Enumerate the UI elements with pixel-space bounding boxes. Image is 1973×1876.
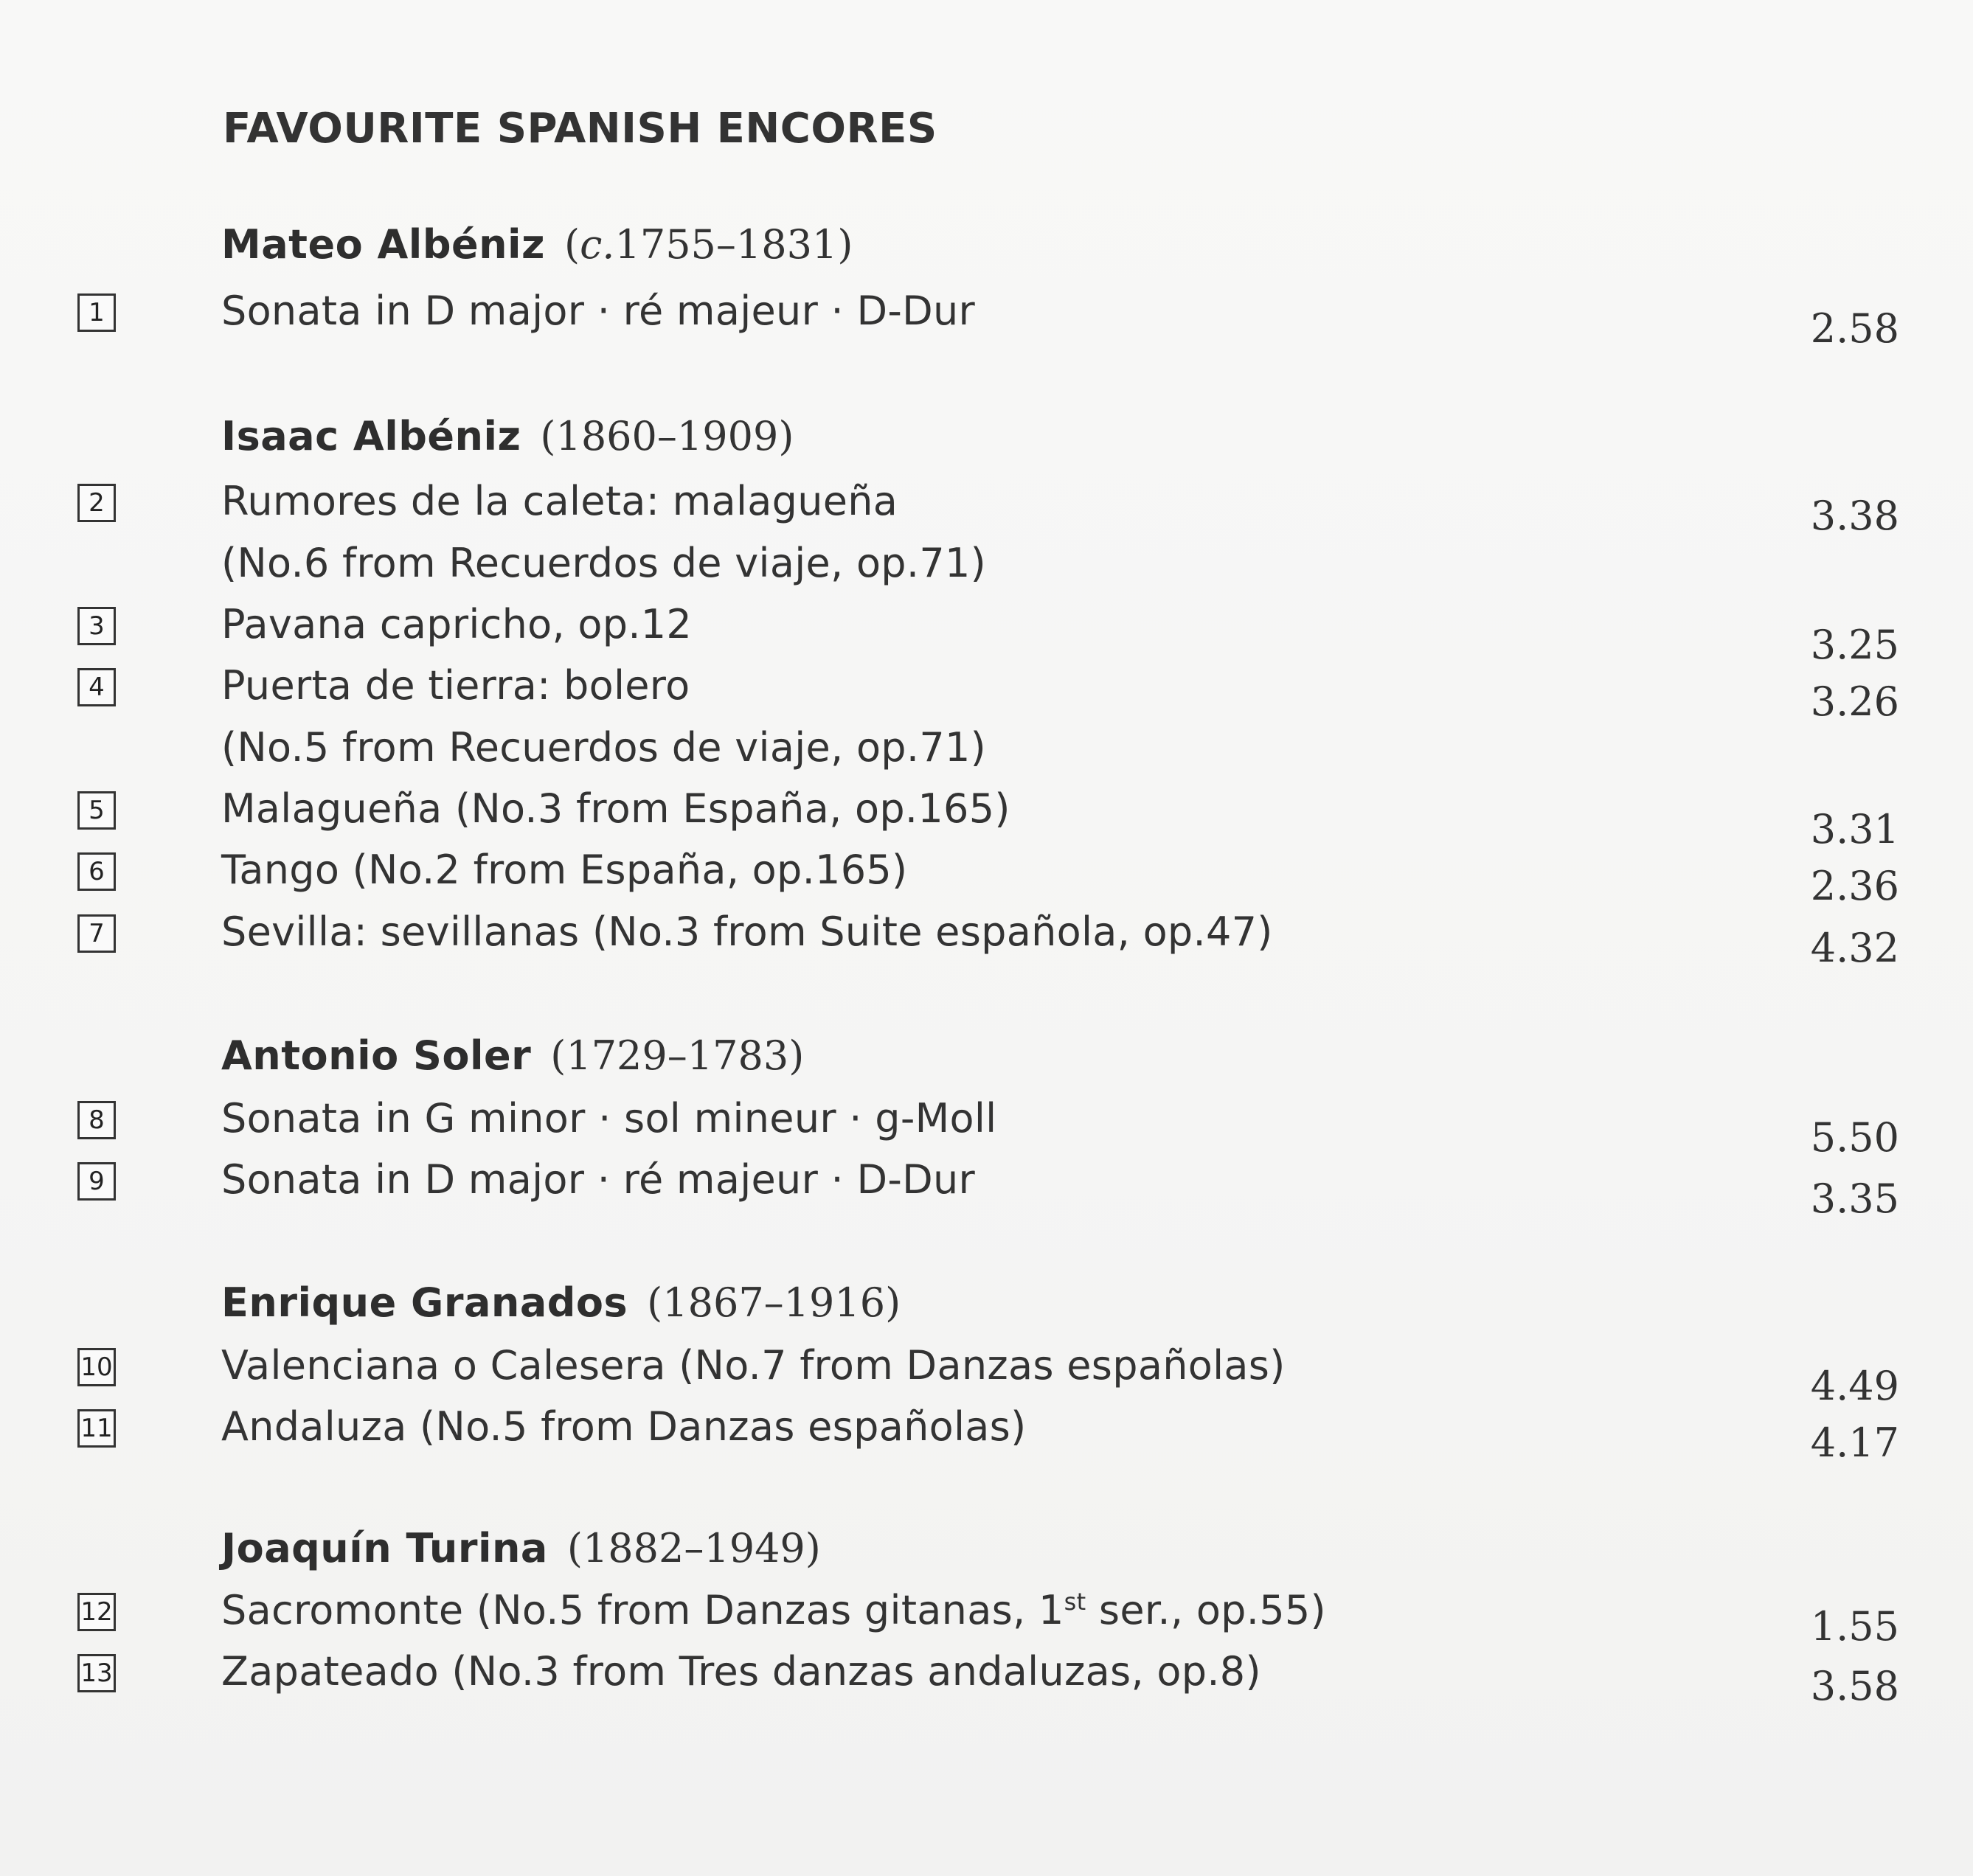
track-title-continuation: (No.6 from Recuerdos de viaje, op.71) bbox=[221, 540, 987, 586]
track-title: Zapateado (No.3 from Tres danzas andaluzas, op.8) bbox=[221, 1648, 1261, 1695]
composer-dates: (1729–1783) bbox=[550, 1032, 805, 1079]
track-row bbox=[0, 909, 1973, 971]
track-number: 9 bbox=[77, 1162, 116, 1201]
track-title: Pavana capricho, op.12 bbox=[221, 601, 693, 647]
track-duration: 3.38 bbox=[1810, 493, 1899, 539]
composer-heading bbox=[221, 1279, 901, 1326]
composer-heading bbox=[221, 413, 794, 459]
track-number: 12 bbox=[77, 1593, 116, 1631]
composer-name: Isaac Albéniz bbox=[221, 413, 521, 459]
track-duration: 1.55 bbox=[1810, 1603, 1899, 1650]
track-number: 2 bbox=[77, 484, 116, 522]
track-number: 10 bbox=[77, 1348, 116, 1386]
track-number: 3 bbox=[77, 607, 116, 645]
track-row bbox=[0, 601, 1973, 668]
track-title: Sevilla: sevillanas (No.3 from Suite española, op.47) bbox=[221, 909, 1273, 955]
page-title: FAVOURITE SPANISH ENCORES bbox=[223, 105, 937, 153]
track-number: 13 bbox=[77, 1654, 116, 1692]
composer-name: Enrique Granados bbox=[221, 1279, 628, 1326]
track-title: Puerta de tierra: bolero bbox=[221, 662, 690, 709]
composer-dates: (1860–1909) bbox=[540, 413, 794, 459]
track-title: Sonata in D major · ré majeur · D-Dur bbox=[221, 1156, 976, 1203]
track-row bbox=[0, 785, 1973, 852]
track-row bbox=[0, 1403, 1973, 1466]
composer-dates: (1882–1949) bbox=[566, 1525, 821, 1571]
track-duration: 2.58 bbox=[1810, 305, 1899, 352]
track-row bbox=[0, 1587, 1973, 1650]
composer-heading bbox=[221, 1032, 804, 1079]
track-row bbox=[0, 478, 1973, 537]
track-duration: 5.50 bbox=[1810, 1114, 1899, 1161]
track-title: Malagueña (No.3 from España, op.165) bbox=[221, 785, 1010, 832]
track-row bbox=[0, 1342, 1973, 1409]
track-duration: 4.32 bbox=[1810, 925, 1899, 971]
composer-dates: (c.1755–1831) bbox=[564, 221, 853, 268]
track-number: 8 bbox=[77, 1101, 116, 1139]
track-duration: 3.35 bbox=[1810, 1175, 1899, 1222]
track-duration: 3.58 bbox=[1810, 1663, 1899, 1709]
composer-name: Joaquín Turina bbox=[221, 1525, 548, 1571]
composer-name: Mateo Albéniz bbox=[221, 221, 545, 268]
track-duration: 3.26 bbox=[1810, 678, 1899, 725]
track-row bbox=[0, 1156, 1973, 1222]
track-row bbox=[0, 1648, 1973, 1707]
track-title: Sonata in G minor · sol mineur · g-Moll bbox=[221, 1095, 997, 1142]
track-title-continuation: (No.5 from Recuerdos de viaje, op.71) bbox=[221, 724, 987, 771]
track-number: 11 bbox=[77, 1409, 116, 1448]
track-duration: 4.49 bbox=[1810, 1363, 1899, 1409]
track-duration: 3.25 bbox=[1810, 622, 1899, 668]
track-title: Andaluza (No.5 from Danzas españolas) bbox=[221, 1403, 1027, 1450]
track-number: 6 bbox=[77, 852, 116, 891]
track-title: Valenciana o Calesera (No.7 from Danzas españolas) bbox=[221, 1342, 1286, 1389]
track-number: 1 bbox=[77, 293, 116, 332]
track-number: 7 bbox=[77, 914, 116, 953]
track-duration: 4.17 bbox=[1810, 1420, 1899, 1466]
track-row bbox=[0, 1095, 1973, 1161]
composer-heading bbox=[221, 221, 853, 268]
track-row bbox=[0, 288, 1973, 352]
track-number: 4 bbox=[77, 668, 116, 706]
composer-name: Antonio Soler bbox=[221, 1032, 532, 1079]
composer-heading bbox=[221, 1525, 821, 1571]
composer-dates: (1867–1916) bbox=[647, 1279, 901, 1326]
track-title: Rumores de la caleta: malagueña bbox=[221, 478, 898, 524]
track-title: Sacromonte (No.5 from Danzas gitanas, 1st ser., op.55) bbox=[221, 1587, 1326, 1633]
track-number: 5 bbox=[77, 791, 116, 830]
track-row bbox=[0, 847, 1973, 909]
track-title: Tango (No.2 from España, op.165) bbox=[221, 847, 908, 893]
track-duration: 3.31 bbox=[1810, 806, 1899, 852]
track-duration: 2.36 bbox=[1810, 863, 1899, 909]
track-row bbox=[0, 662, 1973, 725]
track-title: Sonata in D major · ré majeur · D-Dur bbox=[221, 288, 976, 334]
